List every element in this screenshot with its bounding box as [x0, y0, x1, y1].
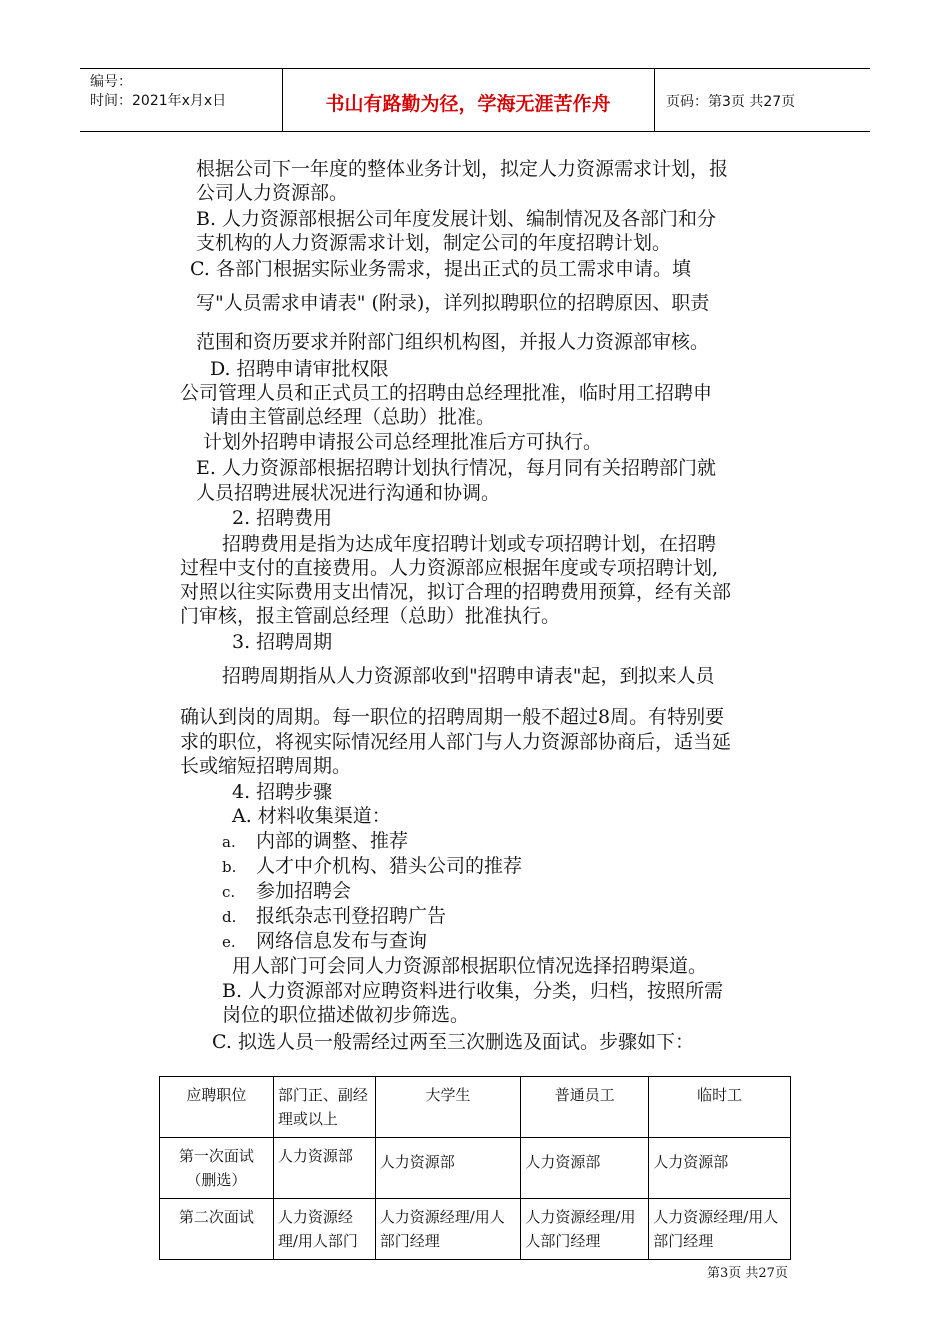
- para-line: 公司人力资源部。: [196, 182, 349, 204]
- para-line: B. 人力资源部对应聘资料进行收集，分类，归档，按照所需: [222, 980, 724, 1002]
- para-line: 请由主管副总经理（总助）批准。: [210, 406, 496, 428]
- list-item: [222, 854, 522, 879]
- table-cell: 人力资源部: [375, 1138, 521, 1199]
- table-cell: 人力资源部: [521, 1138, 649, 1199]
- table-cell: 人力资源经理/用人部门经理: [649, 1199, 791, 1260]
- table-header-cell: 临时工: [649, 1077, 791, 1138]
- table-cell: 第二次面试: [160, 1199, 274, 1260]
- para-line: E. 人力资源部根据招聘计划执行情况，每月同有关招聘部门就: [196, 457, 716, 479]
- para-line: 对照以往实际费用支出情况，拟订合理的招聘费用预算，经有关部: [180, 581, 732, 603]
- table-cell: 人力资源部: [649, 1138, 791, 1199]
- para-line: 写"人员需求申请表" (附录)，详列拟聘职位的招聘原因、职责: [196, 292, 710, 314]
- table-header-row: [160, 1077, 791, 1138]
- page-footer: 第3页 共27页: [707, 1266, 788, 1281]
- list-text: 网络信息发布与查询: [256, 930, 428, 952]
- para-line: 确认到岗的周期。每一职位的招聘周期一般不超过8周。有特别要: [180, 706, 725, 728]
- para-line: C. 各部门根据实际业务需求，提出正式的员工需求申请。填: [190, 258, 691, 280]
- para-line: A. 材料收集渠道：: [232, 805, 391, 827]
- table-cell: 人力资源经理/用人部门: [273, 1199, 375, 1260]
- para-line: 招聘周期指从人力资源部收到"招聘申请表"起，到拟来人员: [222, 665, 715, 687]
- para-line: 过程中支付的直接费用。人力资源部应根据年度或专项招聘计划,: [180, 557, 719, 579]
- table-header-cell: 普通员工: [521, 1077, 649, 1138]
- section-heading: 4. 招聘步骤: [232, 781, 333, 803]
- table-header-cell: 应聘职位: [160, 1077, 274, 1138]
- table-row: [160, 1199, 791, 1260]
- para-line: 公司管理人员和正式员工的招聘由总经理批准，临时用工招聘申: [180, 382, 713, 404]
- list-marker: a.: [222, 833, 236, 851]
- list-marker: d.: [222, 908, 237, 926]
- header-page: 页码：第3页 共27页: [666, 94, 796, 110]
- list-text: 参加招聘会: [256, 880, 352, 902]
- list-marker: e.: [222, 933, 236, 951]
- para-line: D. 招聘申请审批权限: [210, 358, 389, 380]
- para-line: 支机构的人力资源需求计划，制定公司的年度招聘计划。: [196, 232, 672, 254]
- list-text: 人才中介机构、猎头公司的推荐: [256, 855, 523, 877]
- table-header-cell: 大学生: [375, 1077, 521, 1138]
- para-line: 人员招聘进展状况进行沟通和协调。: [196, 482, 501, 504]
- list-marker: b.: [222, 858, 237, 876]
- list-marker: c.: [222, 883, 236, 901]
- para-line: 岗位的职位描述做初步筛选。: [222, 1004, 470, 1026]
- para-line: 招聘费用是指为达成年度招聘计划或专项招聘计划，在招聘: [222, 533, 717, 555]
- section-heading: 3. 招聘周期: [232, 631, 333, 653]
- header-divider: [654, 69, 655, 131]
- list-text: 内部的调整、推荐: [256, 830, 409, 852]
- header-number: 编号：: [90, 74, 132, 90]
- table-row: [160, 1138, 791, 1199]
- table-cell: 人力资源部: [273, 1138, 375, 1199]
- table-cell: 人力资源经理/用人部门经理: [521, 1199, 649, 1260]
- para-line: 用人部门可会同人力资源部根据职位情况选择招聘渠道。: [232, 955, 708, 977]
- para-line: 根据公司下一年度的整体业务计划，拟定人力资源需求计划，报: [196, 158, 729, 180]
- table-cell: 第一次面试（删选）: [160, 1138, 274, 1199]
- page-header: [80, 68, 870, 132]
- interview-table: [159, 1076, 791, 1260]
- list-text: 报纸杂志刊登招聘广告: [256, 905, 447, 927]
- para-line: 计划外招聘申请报公司总经理批准后方可执行。: [203, 431, 603, 453]
- para-line: 求的职位，将视实际情况经用人部门与人力资源部协商后，适当延: [180, 731, 732, 753]
- header-meta: [90, 73, 226, 111]
- table-header-cell: 部门正、副经理或以上: [273, 1077, 375, 1138]
- list-item: [222, 929, 427, 954]
- para-line: 门审核，报主管副总经理（总助）批准执行。: [180, 605, 561, 627]
- para-line: B. 人力资源部根据公司年度发展计划、编制情况及各部门和分: [196, 208, 717, 230]
- list-item: [222, 829, 408, 854]
- table-cell: 人力资源经理/用人部门经理: [375, 1199, 521, 1260]
- section-heading: 2. 招聘费用: [232, 507, 333, 529]
- header-motto: 书山有路勤为径，学海无涯苦作舟: [325, 93, 611, 115]
- para-line: 长或缩短招聘周期。: [180, 755, 352, 777]
- header-time: 时间：2021年x月x日: [90, 93, 227, 109]
- list-item: [222, 879, 351, 904]
- list-item: [222, 904, 446, 929]
- para-line: C. 拟选人员一般需经过两至三次删选及面试。步骤如下：: [212, 1031, 694, 1053]
- para-line: 范围和资历要求并附部门组织机构图，并报人力资源部审核。: [196, 331, 710, 353]
